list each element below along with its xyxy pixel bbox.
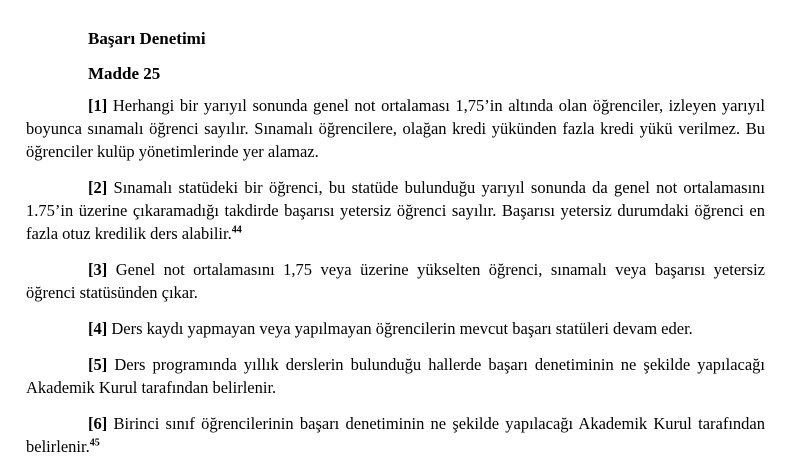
clause-text: Birinci sınıf öğrencilerinin başarı denetiminin ne şekilde yapılacağı Akademik Kurul tarafından belirlenir. <box>26 414 765 456</box>
clause-6 <box>26 412 765 458</box>
clause-1 <box>26 94 765 163</box>
clause-4 <box>26 317 765 340</box>
clause-number: [2] <box>88 178 108 197</box>
clause-text: Herhangi bir yarıyıl sonunda genel not ortalaması 1,75’in altında olan öğrenciler, izleyen yarıyıl boyunca sınamalı öğrenci sayılır. Sınamalı öğrencilere, olağan kredi yükünden fazla kredi yükü verilmez. Bu öğrenciler kulüp yönetimlerinde yer alamaz. <box>26 96 765 161</box>
clause-number: [6] <box>88 414 108 433</box>
clause-number: [4] <box>88 319 108 338</box>
article-title: Madde 25 <box>88 64 161 83</box>
clause-number: [5] <box>88 355 108 374</box>
clause-text: Ders kaydı yapmayan veya yapılmayan öğrencilerin mevcut başarı statüleri devam eder. <box>107 319 693 338</box>
footnote-marker[interactable]: 45 <box>89 437 100 449</box>
clause-5 <box>26 353 765 399</box>
clause-3 <box>26 258 765 304</box>
clause-2 <box>26 176 765 245</box>
section-title: Başarı Denetimi <box>88 29 206 48</box>
clause-number: [1] <box>88 96 108 115</box>
clause-text: Genel not ortalamasını 1,75 veya üzerine yükselten öğrenci, sınamalı veya başarısı yetersiz öğrenci statüsünden çıkar. <box>26 260 765 302</box>
clause-list <box>26 94 765 471</box>
clause-text: Ders programında yıllık derslerin bulunduğu hallerde başarı denetiminin ne şekilde yapılacağı Akademik Kurul tarafından belirlenir. <box>26 355 765 397</box>
footnote-marker[interactable]: 44 <box>231 224 242 236</box>
clause-text: Sınamalı statüdeki bir öğrenci, bu statüde bulunduğu yarıyıl sonunda da genel not ortalamasını 1.75’in üzerine çıkaramadığı takdirde başarısı yetersiz öğrenci sayılır. Başarısı yetersiz durumdaki öğrenci en fazla otuz kredilik ders alabilir. <box>26 178 765 243</box>
clause-number: [3] <box>88 260 108 279</box>
